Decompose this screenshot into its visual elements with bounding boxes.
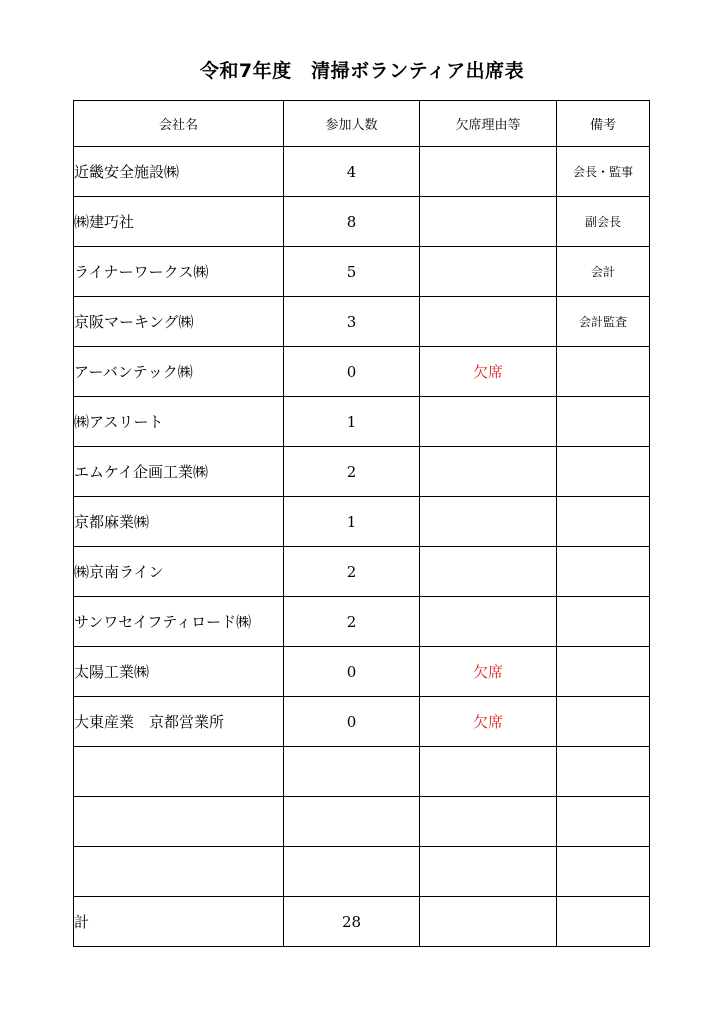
header-remarks: 備考 bbox=[557, 101, 650, 147]
table-row bbox=[74, 247, 650, 297]
note-cell bbox=[557, 847, 650, 897]
reason-cell bbox=[420, 747, 557, 797]
reason-cell: 欠席 bbox=[420, 697, 557, 747]
header-absence-reason: 欠席理由等 bbox=[420, 101, 557, 147]
note-cell bbox=[557, 347, 650, 397]
reason-cell bbox=[420, 597, 557, 647]
page-title: 令和7年度 清掃ボランティア出席表 bbox=[199, 60, 525, 82]
table-row bbox=[74, 497, 650, 547]
header-row bbox=[74, 101, 650, 147]
table-body bbox=[74, 147, 650, 947]
total-row bbox=[74, 897, 650, 947]
total-count: 28 bbox=[284, 897, 420, 947]
table-header bbox=[74, 101, 650, 147]
count-cell: 8 bbox=[284, 197, 420, 247]
reason-cell bbox=[420, 547, 557, 597]
total-label: 計 bbox=[74, 897, 284, 947]
reason-cell: 欠席 bbox=[420, 647, 557, 697]
count-cell: 1 bbox=[284, 497, 420, 547]
company-cell: 京阪マーキング㈱ bbox=[74, 297, 284, 347]
note-cell bbox=[557, 597, 650, 647]
table-row bbox=[74, 697, 650, 747]
table-row bbox=[74, 597, 650, 647]
count-cell bbox=[284, 747, 420, 797]
count-cell: 4 bbox=[284, 147, 420, 197]
note-cell bbox=[557, 447, 650, 497]
company-cell: エムケイ企画工業㈱ bbox=[74, 447, 284, 497]
note-cell: 会長・監事 bbox=[557, 147, 650, 197]
table-row bbox=[74, 297, 650, 347]
company-cell: ㈱建巧社 bbox=[74, 197, 284, 247]
note-cell bbox=[557, 647, 650, 697]
count-cell: 2 bbox=[284, 547, 420, 597]
header-company: 会社名 bbox=[74, 101, 284, 147]
table-row bbox=[74, 197, 650, 247]
reason-cell bbox=[420, 797, 557, 847]
company-cell: 太陽工業㈱ bbox=[74, 647, 284, 697]
reason-cell bbox=[420, 297, 557, 347]
reason-cell: 欠席 bbox=[420, 347, 557, 397]
table-row bbox=[74, 547, 650, 597]
company-cell: サンワセイフティロード㈱ bbox=[74, 597, 284, 647]
table-row bbox=[74, 447, 650, 497]
count-cell: 0 bbox=[284, 347, 420, 397]
company-cell: 大東産業 京都営業所 bbox=[74, 697, 284, 747]
company-cell bbox=[74, 797, 284, 847]
count-cell: 3 bbox=[284, 297, 420, 347]
table-row bbox=[74, 147, 650, 197]
count-cell: 2 bbox=[284, 597, 420, 647]
note-cell bbox=[557, 497, 650, 547]
table-row bbox=[74, 797, 650, 847]
reason-cell bbox=[420, 447, 557, 497]
company-cell: アーバンテック㈱ bbox=[74, 347, 284, 397]
table-row bbox=[74, 397, 650, 447]
company-cell: 近畿安全施設㈱ bbox=[74, 147, 284, 197]
count-cell bbox=[284, 847, 420, 897]
reason-cell bbox=[420, 147, 557, 197]
count-cell: 2 bbox=[284, 447, 420, 497]
note-cell: 会計監査 bbox=[557, 297, 650, 347]
count-cell: 5 bbox=[284, 247, 420, 297]
reason-cell bbox=[420, 397, 557, 447]
note-cell: 副会長 bbox=[557, 197, 650, 247]
reason-cell bbox=[420, 197, 557, 247]
count-cell bbox=[284, 797, 420, 847]
company-cell bbox=[74, 747, 284, 797]
header-participants: 参加人数 bbox=[284, 101, 420, 147]
note-cell bbox=[557, 547, 650, 597]
note-cell: 会計 bbox=[557, 247, 650, 297]
total-note-cell bbox=[557, 897, 650, 947]
total-reason-cell bbox=[420, 897, 557, 947]
count-cell: 0 bbox=[284, 697, 420, 747]
table-row bbox=[74, 847, 650, 897]
table-row bbox=[74, 647, 650, 697]
reason-cell bbox=[420, 847, 557, 897]
table-row bbox=[74, 747, 650, 797]
reason-cell bbox=[420, 497, 557, 547]
company-cell: ライナーワークス㈱ bbox=[74, 247, 284, 297]
company-cell: ㈱アスリート bbox=[74, 397, 284, 447]
note-cell bbox=[557, 697, 650, 747]
note-cell bbox=[557, 797, 650, 847]
company-cell: ㈱京南ライン bbox=[74, 547, 284, 597]
company-cell: 京都麻業㈱ bbox=[74, 497, 284, 547]
reason-cell bbox=[420, 247, 557, 297]
company-cell bbox=[74, 847, 284, 897]
attendance-table bbox=[73, 100, 650, 947]
note-cell bbox=[557, 397, 650, 447]
note-cell bbox=[557, 747, 650, 797]
count-cell: 1 bbox=[284, 397, 420, 447]
table-row bbox=[74, 347, 650, 397]
count-cell: 0 bbox=[284, 647, 420, 697]
